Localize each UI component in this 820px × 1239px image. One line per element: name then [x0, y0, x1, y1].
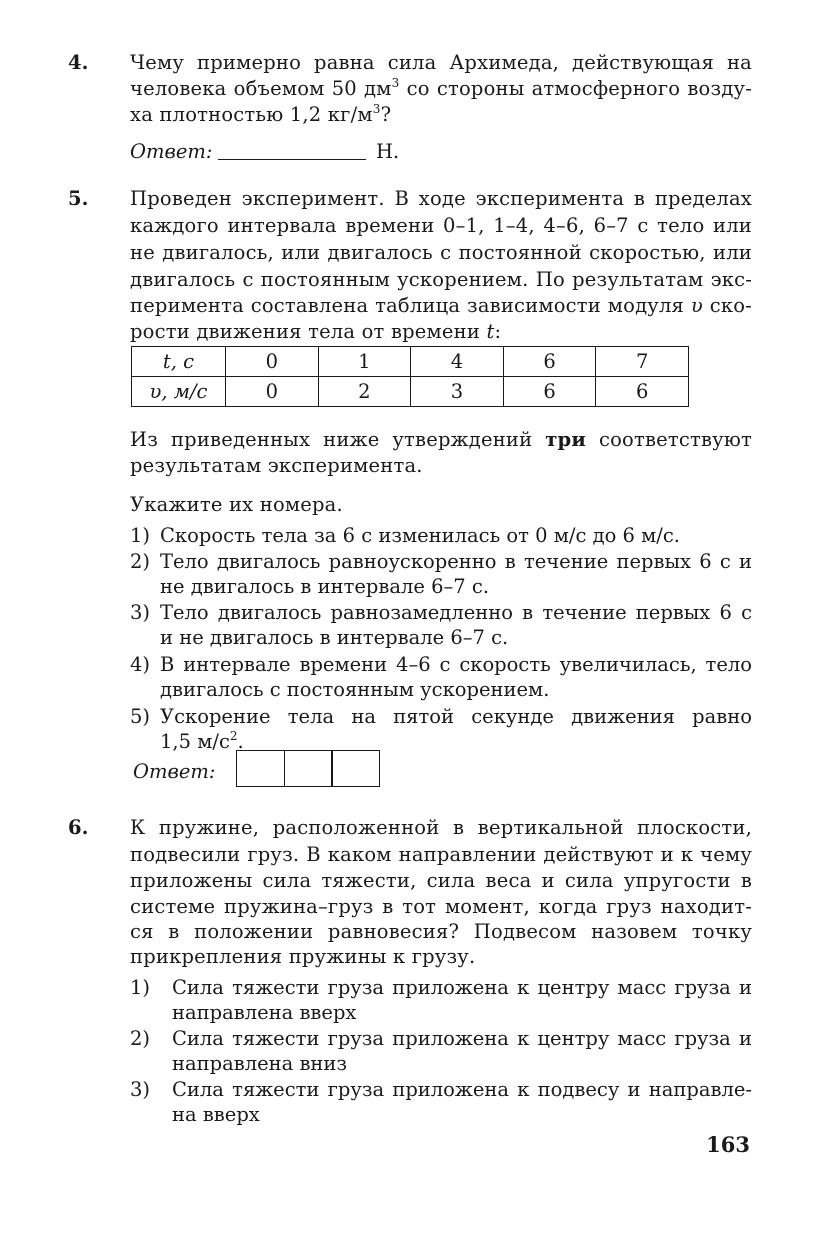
answer-box[interactable]: [236, 750, 285, 787]
q5-statement-line-2: результатам эксперимента.: [130, 454, 423, 477]
q5-option-5: Ускорение тела на пятой секунде движения равно: [160, 705, 752, 728]
table-header-cell: t, с: [132, 347, 226, 377]
table-cell: 3: [411, 377, 504, 407]
q5-answer-boxes: [236, 750, 380, 787]
q5-line-6: рости движения тела от времени t:: [130, 320, 502, 343]
q6-line-4: системе пружина–груз в тот момент, когда груз находит-: [130, 895, 752, 918]
q4-line-2: человека объемом 50 $дм^3$ со стороны атмосферного возду-: [130, 76, 752, 100]
table-cell: 0: [226, 377, 319, 407]
table-cell: 6: [503, 377, 596, 407]
q6-line-1: К пружине, расположенной в вертикальной плоскости,: [130, 816, 752, 839]
q4-answer-blank[interactable]: [218, 159, 366, 160]
q6-option-1: Сила тяжести груза приложена к центру масс груза и: [172, 976, 752, 999]
q6-option-3-cont: на вверх: [172, 1103, 260, 1126]
q5-option-2-number: 2): [130, 550, 151, 573]
table-cell: 6: [503, 347, 596, 377]
q6-line-2: подвесили груз. В каком направлении действуют и к чему: [130, 843, 752, 866]
table-row: [132, 377, 689, 407]
page-number: 163: [706, 1132, 750, 1157]
answer-box[interactable]: [284, 750, 333, 787]
q5-option-4-number: 4): [130, 653, 151, 676]
q5-option-2-cont: не двигалось в интервале 6–7 с.: [160, 575, 490, 598]
q5-option-4-cont: двигалось с постоянным ускорением.: [160, 678, 550, 701]
table-cell: 2: [318, 377, 411, 407]
q5-option-3: Тело двигалось равнозамедленно в течение первых 6 с: [160, 601, 752, 624]
table-cell: 4: [411, 347, 504, 377]
q5-instruction: Укажите их номера.: [130, 493, 343, 516]
q6-line-3: приложены сила тяжести, сила веса и сила упругости в: [130, 869, 752, 892]
q5-option-5-number: 5): [130, 705, 151, 728]
q6-option-1-cont: направлена вверх: [172, 1001, 357, 1024]
q5-option-5-cont: 1,5 $м/с^2$.: [160, 729, 244, 753]
table-header-cell: υ, м/с: [132, 377, 226, 407]
q4-answer-unit: Н.: [376, 140, 400, 163]
q5-option-3-cont: и не двигалось в интервале 6–7 с.: [160, 626, 509, 649]
q5-line-3: не двигалось, или двигалось с постоянной скоростью, или: [130, 241, 752, 264]
table-cell: 0: [226, 347, 319, 377]
q4-line-3: ха плотностью 1,2 $кг/м^3$?: [130, 102, 392, 126]
q5-option-1-number: 1): [130, 524, 151, 547]
q5-option-4: В интервале времени 4–6 с скорость увеличилась, тело: [160, 653, 752, 676]
q5-answer-label: Ответ:: [133, 760, 216, 783]
velocity-table: [131, 346, 689, 407]
q6-option-2: Сила тяжести груза приложена к центру масс груза и: [172, 1027, 752, 1050]
q5-option-2: Тело двигалось равноускоренно в течение первых 6 с и: [160, 550, 752, 573]
answer-box[interactable]: [331, 750, 380, 787]
q6-option-3-number: 3): [130, 1078, 151, 1101]
q6-option-2-cont: направлена вниз: [172, 1052, 348, 1075]
q5-line-1: Проведен эксперимент. В ходе эксперимента в пределах: [130, 187, 752, 210]
q5-statement-line-1: Из приведенных ниже утверждений три соответствуют: [130, 428, 752, 451]
q6-option-1-number: 1): [130, 976, 151, 999]
q6-line-6: прикрепления пружины к грузу.: [130, 945, 476, 968]
question-5-number: 5.: [68, 187, 89, 210]
q5-line-2: каждого интервала времени 0–1, 1–4, 4–6, 6–7 с тело или: [130, 214, 752, 237]
table-row: [132, 347, 689, 377]
q5-option-3-number: 3): [130, 601, 151, 624]
q5-option-1: Скорость тела за 6 с изменилась от 0 м/с до 6 м/с.: [160, 524, 680, 547]
q6-option-3: Сила тяжести груза приложена к подвесу и направле-: [172, 1078, 752, 1101]
question-4-number: 4.: [68, 51, 89, 74]
table-cell: 1: [318, 347, 411, 377]
table-cell: 7: [596, 347, 689, 377]
q5-line-5: перимента составлена таблица зависимости модуля υ ско-: [130, 294, 752, 317]
q6-option-2-number: 2): [130, 1027, 151, 1050]
question-6-number: 6.: [68, 816, 89, 839]
q4-answer-label: Ответ:: [130, 140, 213, 163]
q6-line-5: ся в положении равновесия? Подвесом назовем точку: [130, 920, 752, 943]
q5-line-4: двигалось с постоянным ускорением. По результатам экс-: [130, 268, 752, 291]
table-cell: 6: [596, 377, 689, 407]
q4-line-1: Чему примерно равна сила Архимеда, действующая на: [130, 51, 752, 74]
